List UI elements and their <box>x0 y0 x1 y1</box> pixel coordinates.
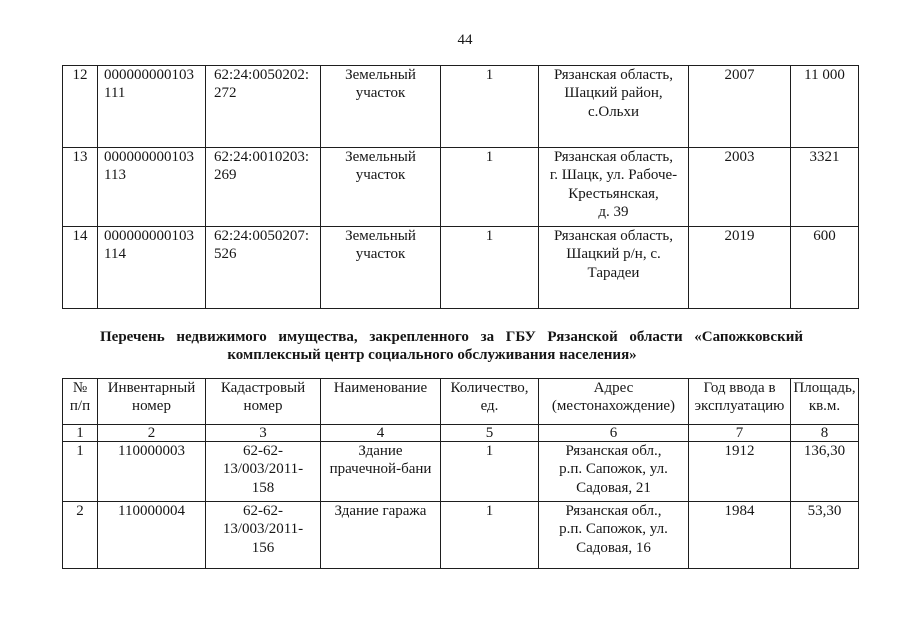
address-cell: Рязанская обл., р.п. Сапожок, ул. Садовая, 16 <box>539 502 689 569</box>
row-number-cell: 12 <box>63 66 98 148</box>
header-inventory-number: Инвентарный номер <box>98 379 206 425</box>
commissioning-year-cell: 1912 <box>689 442 791 502</box>
header-address: Адрес (местонахождение) <box>539 379 689 425</box>
inventory-number-cell: 000000000103 113 <box>98 148 206 227</box>
section-heading-line-2: комплексный центр социального обслуживания населения» <box>227 347 637 363</box>
table-header-row <box>63 379 859 425</box>
inventory-number-cell: 110000004 <box>98 502 206 569</box>
column-number-cell: 3 <box>206 425 321 442</box>
table-row <box>63 66 859 148</box>
header-row-number: № п/п <box>63 379 98 425</box>
quantity-cell: 1 <box>441 227 539 309</box>
cadastral-number-cell: 62:24:0050202: 272 <box>206 66 321 148</box>
quantity-cell: 1 <box>441 66 539 148</box>
inventory-number-cell: 000000000103 114 <box>98 227 206 309</box>
inventory-number-cell: 110000003 <box>98 442 206 502</box>
column-number-cell: 5 <box>441 425 539 442</box>
quantity-cell: 1 <box>441 502 539 569</box>
row-number-cell: 2 <box>63 502 98 569</box>
column-number-cell: 4 <box>321 425 441 442</box>
object-name-cell: Земельный участок <box>321 148 441 227</box>
object-name-cell: Земельный участок <box>321 66 441 148</box>
column-number-cell: 2 <box>98 425 206 442</box>
row-number-cell: 13 <box>63 148 98 227</box>
area-cell: 136,30 <box>791 442 859 502</box>
header-cadastral-number: Кадастровый номер <box>206 379 321 425</box>
row-number-cell: 14 <box>63 227 98 309</box>
column-number-cell: 6 <box>539 425 689 442</box>
page-number: 44 <box>457 32 473 48</box>
column-numbers-row <box>63 425 859 442</box>
area-cell: 53,30 <box>791 502 859 569</box>
table-row <box>63 442 859 502</box>
row-number-cell: 1 <box>63 442 98 502</box>
cadastral-number-cell: 62-62- 13/003/2011- 158 <box>206 442 321 502</box>
object-name-cell: Здание прачечной-бани <box>321 442 441 502</box>
cadastral-number-cell: 62:24:0050207: 526 <box>206 227 321 309</box>
property-table-sapozhkovsky <box>62 378 859 569</box>
quantity-cell: 1 <box>441 442 539 502</box>
address-cell: Рязанская область, Шацкий район, с.Ольхи <box>539 66 689 148</box>
header-name: Наименование <box>321 379 441 425</box>
table-row <box>63 502 859 569</box>
column-number-cell: 1 <box>63 425 98 442</box>
quantity-cell: 1 <box>441 148 539 227</box>
column-number-cell: 8 <box>791 425 859 442</box>
commissioning-year-cell: 2007 <box>689 66 791 148</box>
object-name-cell: Здание гаража <box>321 502 441 569</box>
cadastral-number-cell: 62:24:0010203: 269 <box>206 148 321 227</box>
property-table-continued <box>62 65 859 309</box>
address-cell: Рязанская область, Шацкий р/н, с. Тарадеи <box>539 227 689 309</box>
object-name-cell: Земельный участок <box>321 227 441 309</box>
area-cell: 3321 <box>791 148 859 227</box>
column-number-cell: 7 <box>689 425 791 442</box>
commissioning-year-cell: 2003 <box>689 148 791 227</box>
address-cell: Рязанская обл., р.п. Сапожок, ул. Садовая, 21 <box>539 442 689 502</box>
area-cell: 600 <box>791 227 859 309</box>
address-cell: Рязанская область, г. Шацк, ул. Рабоче- Крестьянская, д. 39 <box>539 148 689 227</box>
commissioning-year-cell: 2019 <box>689 227 791 309</box>
table-row <box>63 227 859 309</box>
header-quantity: Количество, ед. <box>441 379 539 425</box>
table-row <box>63 148 859 227</box>
area-cell: 11 000 <box>791 66 859 148</box>
cadastral-number-cell: 62-62- 13/003/2011- 156 <box>206 502 321 569</box>
commissioning-year-cell: 1984 <box>689 502 791 569</box>
section-heading-line-1: Перечень недвижимого имущества, закрепленного за ГБУ Рязанской области «Сапожковский <box>100 329 803 345</box>
header-area: Площадь, кв.м. <box>791 379 859 425</box>
inventory-number-cell: 000000000103 111 <box>98 66 206 148</box>
header-commissioning-year: Год ввода в эксплуатацию <box>689 379 791 425</box>
